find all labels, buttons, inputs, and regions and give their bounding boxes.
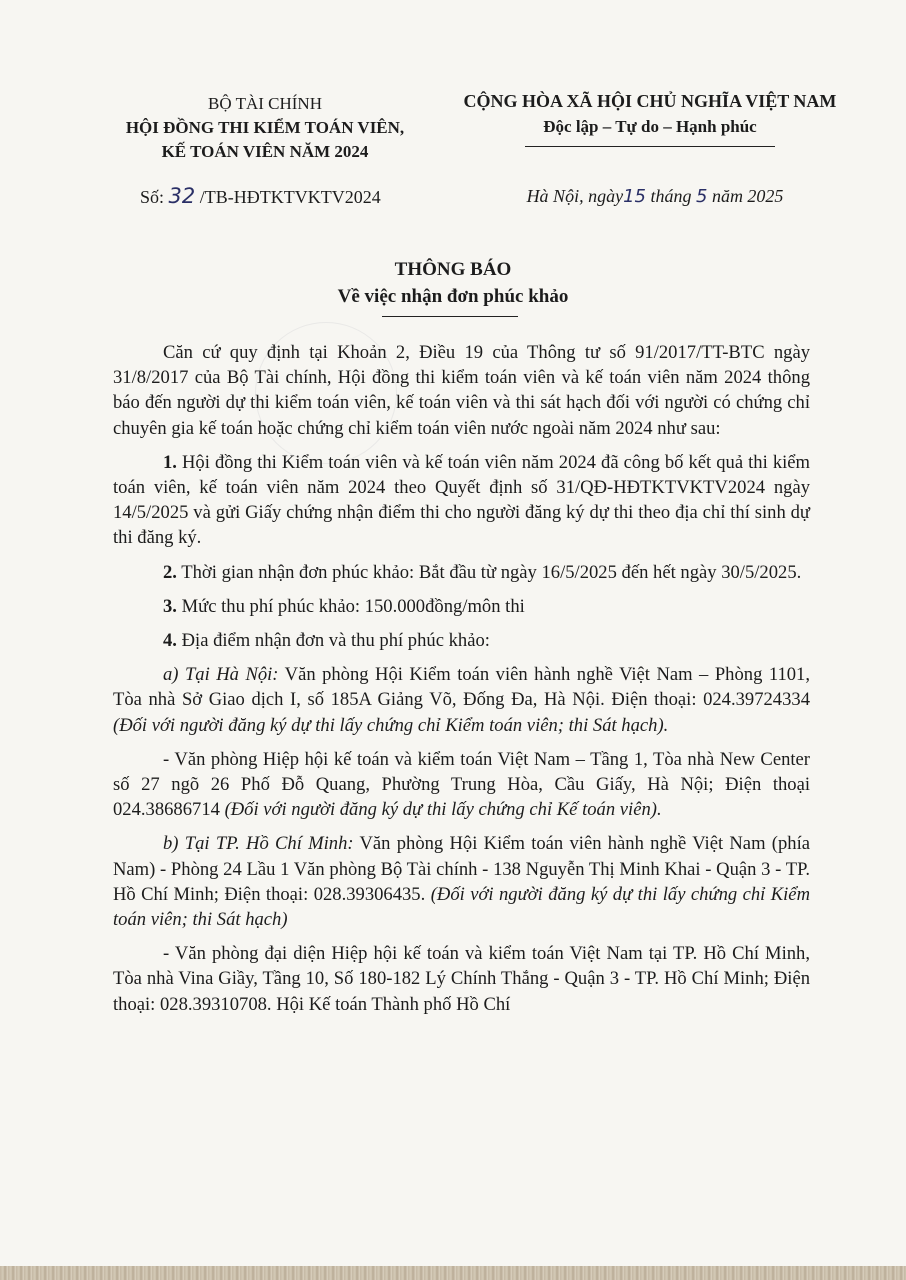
item-2 xyxy=(113,560,810,585)
item-1 xyxy=(113,450,810,551)
date-prefix: Hà Nội, ngày xyxy=(526,186,624,206)
country-name: CỘNG HÒA XÃ HỘI CHỦ NGHĨA VIỆT NAM xyxy=(463,91,837,111)
date-line xyxy=(470,184,840,209)
motto-underline xyxy=(525,146,775,147)
item-4b-note: (Đối với người đăng ký dự thi lấy chứng chỉ Kiểm toán viên; thi Sát hạch) xyxy=(113,883,810,931)
item-3-text: Mức thu phí phúc khảo: 150.000đồng/môn thi xyxy=(176,595,525,617)
item-2-number: 2. xyxy=(163,561,177,583)
date-day-handwritten: 15 xyxy=(623,186,646,207)
intro-paragraph: Căn cứ quy định tại Khoản 2, Điều 19 của Thông tư số 91/2017/TT-BTC ngày 31/8/2017 của Bộ Tài chính, Hội đồng thi kiểm toán viên và kế toán viên năm 2024 thông báo đến người dự thi kiểm toán viên, kế toán viên và thi sát hạch đối với người có chứng chỉ chuyên gia kế toán hoặc chứng chỉ kiểm toán viên nước ngoài năm 2024 như sau: xyxy=(113,342,810,439)
item-3-number: 3. xyxy=(163,595,177,617)
item-4b-hcm-2: - Văn phòng đại diện Hiệp hội kế toán và kiểm toán Việt Nam tại TP. Hồ Chí Minh, Tòa nhà Vina Giầy, Tầng 10, Số 180-182 Lý Chính Thắng - Quận 3 - TP. Hồ Chí Minh; Điện thoại: 028.39310708. Hội Kế toán Thành phố Hồ Chí xyxy=(113,943,810,1015)
item-4b-hcm xyxy=(113,831,810,932)
council-name-line1: HỘI ĐỒNG THI KIỂM TOÁN VIÊN, xyxy=(125,118,405,137)
item-4-text: Địa điểm nhận đơn và thu phí phúc khảo: xyxy=(176,630,490,652)
ministry-name: BỘ TÀI CHÍNH xyxy=(208,94,322,113)
item-4a-note: (Đối với người đăng ký dự thi lấy chứng chỉ Kiểm toán viên; thi Sát hạch). xyxy=(113,714,669,736)
item-4b-label: b) Tại TP. Hồ Chí Minh: xyxy=(163,833,354,855)
item-4a-hanoi xyxy=(113,662,810,738)
item-4a-hanoi-2 xyxy=(113,747,810,823)
item-4b-text: Văn phòng Hội Kiểm toán viên hành nghề Việt Nam (phía Nam) - Phòng 24 Lầu 1 Văn phòng Bộ Tài chính - 138 Nguyễn Thị Minh Khai - Quận 3 - TP. Hồ Chí Minh; Điện thoại: 028.39306435. xyxy=(113,833,810,905)
council-name-line2: KẾ TOÁN VIÊN NĂM 2024 xyxy=(161,142,369,161)
document-number xyxy=(140,184,381,209)
item-4a-text: Văn phòng Hội Kiểm toán viên hành nghề Việt Nam – Phòng 1101, Tòa nhà Sở Giao dịch I, số 185A Giảng Võ, Đống Đa, Hà Nội. Điện thoại: 024.39724334 xyxy=(113,664,810,711)
item-2-text: Thời gian nhận đơn phúc khảo: Bắt đầu từ ngày 16/5/2025 đến hết ngày 30/5/2025. xyxy=(176,561,802,583)
doc-number-prefix: Số: xyxy=(140,187,169,207)
date-month-handwritten: 5 xyxy=(695,186,708,207)
item-4-number: 4. xyxy=(163,630,177,652)
national-header xyxy=(440,88,860,147)
issuer-block xyxy=(100,92,430,164)
date-year: năm 2025 xyxy=(707,186,784,206)
item-4a2-note: (Đối với người đăng ký dự thi lấy chứng chỉ Kế toán viên). xyxy=(224,799,662,821)
item-1-number: 1. xyxy=(163,451,177,473)
date-month-label: tháng xyxy=(645,186,696,206)
item-4a2-text: - Văn phòng Hiệp hội kế toán và kiểm toán Việt Nam – Tầng 1, Tòa nhà New Center số 27 ngõ 26 Phố Đỗ Quang, Phường Trung Hòa, Cầu Giấy, Hà Nội; Điện thoại 024.38686714 xyxy=(113,748,810,821)
national-motto: Độc lập – Tự do – Hạnh phúc xyxy=(543,117,757,136)
item-4a-label: a) Tại Hà Nội: xyxy=(163,664,279,686)
document-title: THÔNG BÁO xyxy=(394,259,512,280)
item-4 xyxy=(113,628,810,653)
document-subtitle: Về việc nhận đơn phúc khảo xyxy=(337,286,569,307)
doc-number-suffix: /TB-HĐTKTVKTV2024 xyxy=(195,187,381,207)
item-3 xyxy=(113,594,810,619)
title-underline xyxy=(382,316,518,317)
doc-number-handwritten: 32 xyxy=(168,184,196,208)
item-1-text: Hội đồng thi Kiểm toán viên và kế toán viên năm 2024 đã công bố kết quả thi kiểm toán viên, kế toán viên năm 2024 theo Quyết định số 31/QĐ-HĐTKTVKTV2024 ngày 14/5/2025 và gửi Giấy chứng nhận điểm thi cho người đăng ký dự thi theo địa chỉ thí sinh dự thi đăng ký. xyxy=(113,451,810,549)
scan-edge-strip xyxy=(0,1266,906,1280)
document-body xyxy=(113,340,810,1026)
